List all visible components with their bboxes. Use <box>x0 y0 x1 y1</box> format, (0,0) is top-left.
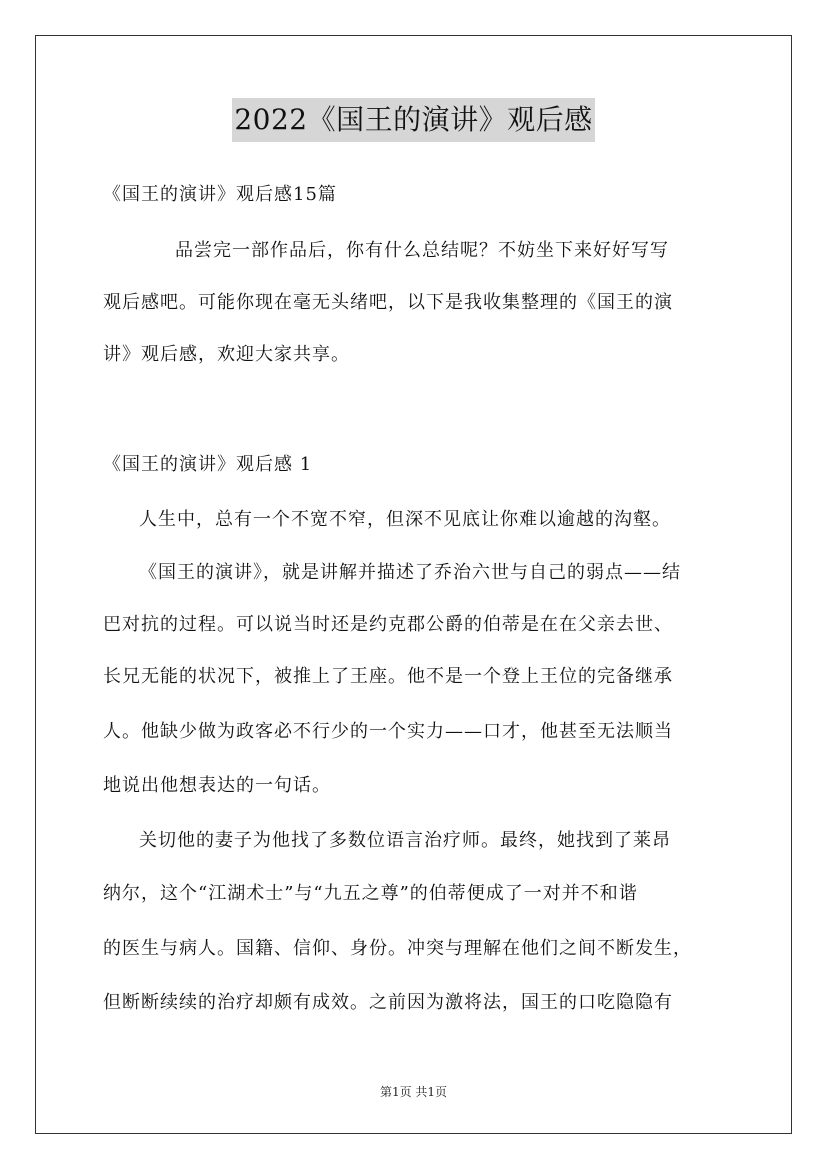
body-line-5: 人。他缺少做为政客必不行少的一个实力——口才，他甚至无法顺当 <box>103 721 673 742</box>
page-footer: 第1页 共1页 <box>379 1085 448 1099</box>
intro-line-3: 讲》观后感，欢迎大家共享。 <box>103 344 350 365</box>
intro-line-1: 品尝完一部作品后，你有什么总结呢？不妨坐下来好好写写 <box>175 240 669 261</box>
body-line-7: 关切他的妻子为他找了多数位语言治疗师。最终，她找到了莱昂 <box>139 830 671 851</box>
document-subtitle: 《国王的演讲》观后感15篇 <box>103 184 337 205</box>
body-line-9: 的医生与病人。国籍、信仰、身份。冲突与理解在他们之间不断发生， <box>103 938 692 959</box>
title-highlight: 2022《国王的演讲》观后感 <box>232 98 594 142</box>
body-line-2: 《国王的演讲》，就是讲解并描述了乔治六世与自己的弱点——结 <box>139 562 681 583</box>
body-line-6: 地说出他想表达的一句话。 <box>103 775 331 796</box>
body-line-3: 巴对抗的过程。可以说当时还是约克郡公爵的伯蒂是在在父亲去世、 <box>103 614 673 635</box>
section-heading: 《国王的演讲》观后感 1 <box>103 454 313 475</box>
body-line-1: 人生中，总有一个不宽不窄，但深不见底让你难以逾越的沟壑。 <box>139 509 671 530</box>
body-line-10: 但断断续续的治疗却颇有成效。之前因为激将法，国王的口吃隐隐有 <box>103 992 673 1013</box>
body-line-4: 长兄无能的状况下，被推上了王座。他不是一个登上王位的完备继承 <box>103 666 673 687</box>
intro-line-2: 观后感吧。可能你现在毫无头绪吧，以下是我收集整理的《国王的演 <box>103 292 673 313</box>
body-line-8: 纳尔，这个“江湖术士”与“九五之尊”的伯蒂便成了一对并不和谐 <box>103 883 638 904</box>
document-title <box>0 98 827 142</box>
